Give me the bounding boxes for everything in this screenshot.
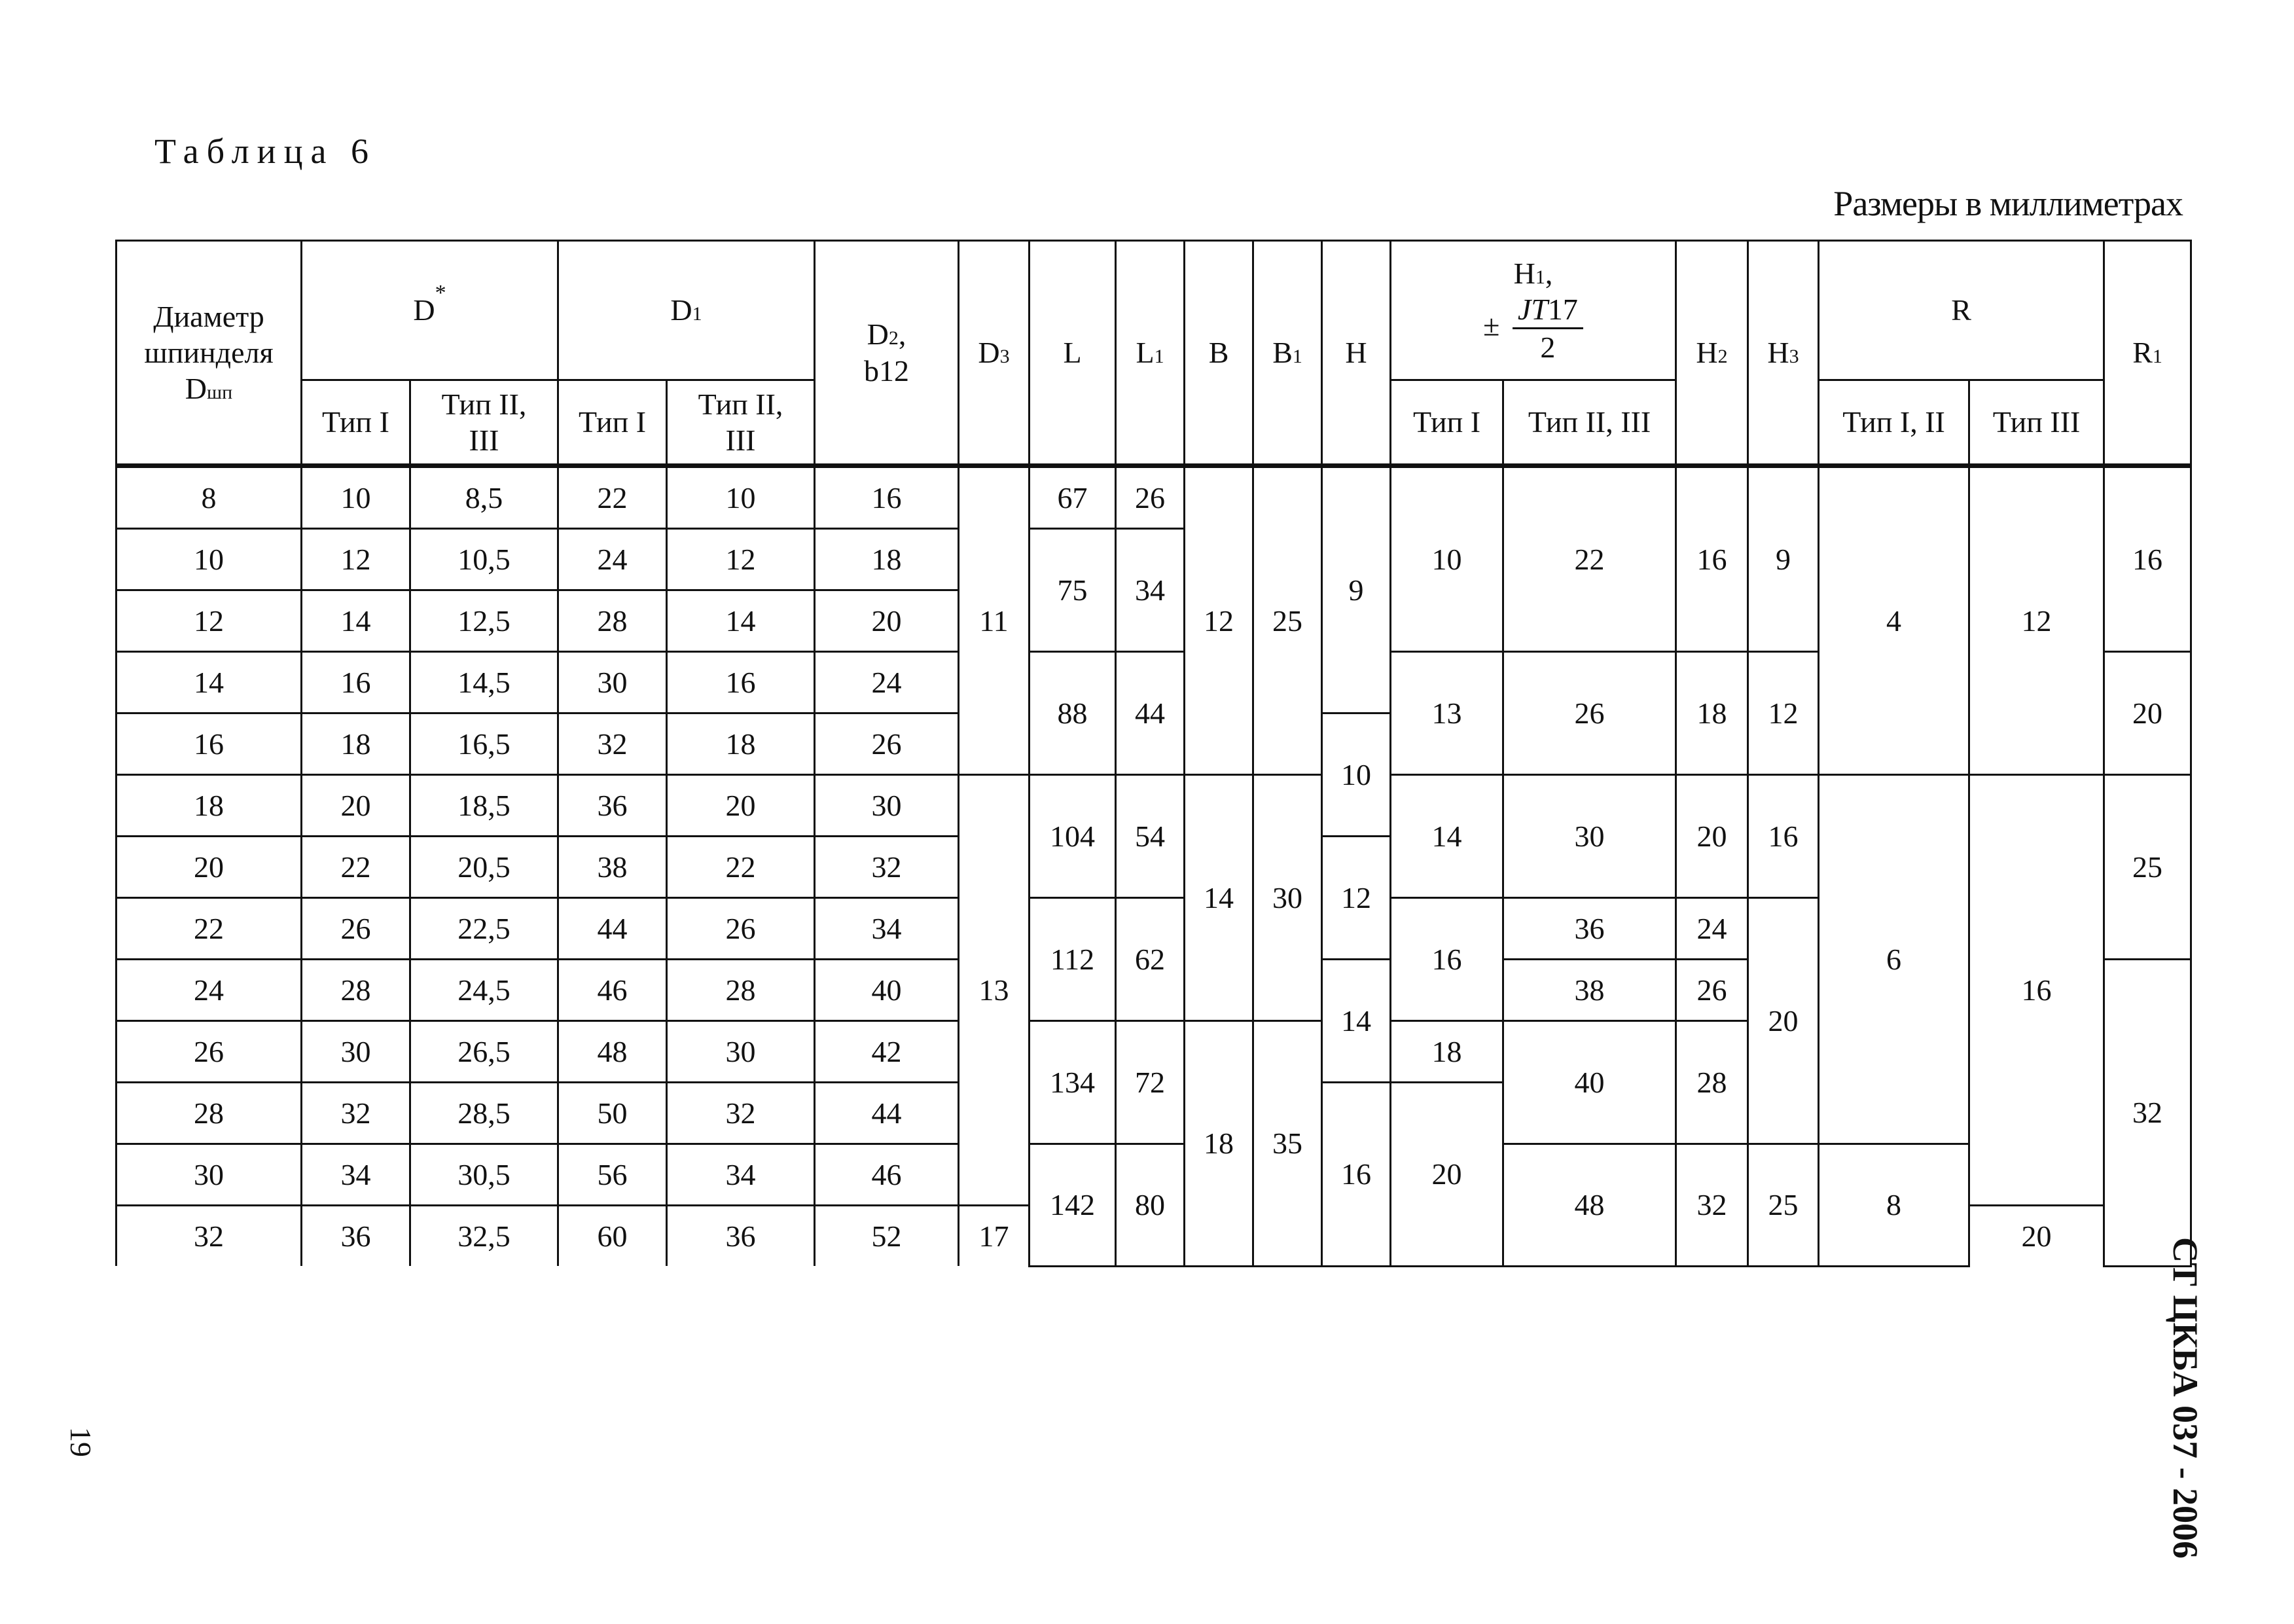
table-row bbox=[116, 775, 2191, 837]
header-text-part: 1 bbox=[1154, 345, 1164, 367]
table-cell: 14 bbox=[1185, 775, 1253, 1021]
table-cell: 25 bbox=[2104, 775, 2191, 960]
header-d1 bbox=[558, 241, 815, 380]
table-cell: 16 bbox=[302, 652, 410, 713]
table-cell: 30 bbox=[667, 1021, 815, 1083]
header-h2 bbox=[1676, 241, 1748, 466]
table-cell: 30 bbox=[558, 652, 667, 713]
table-cell: 16 bbox=[1391, 898, 1503, 1021]
header-text-part: ± bbox=[1483, 308, 1500, 342]
table-cell: 24,5 bbox=[410, 960, 558, 1021]
header-text-part: 2 bbox=[1540, 331, 1556, 365]
header-d1-type1: Тип I bbox=[558, 380, 667, 466]
table-cell: 18 bbox=[1676, 652, 1748, 775]
table-cell: 46 bbox=[815, 1144, 959, 1206]
table-cell: 26 bbox=[1676, 960, 1748, 1021]
header-text-part: 2 bbox=[888, 327, 899, 350]
table-cell: 26 bbox=[1116, 466, 1185, 529]
h1-tolerance-fraction bbox=[1513, 291, 1583, 365]
table-cell: 30 bbox=[116, 1144, 302, 1206]
header-d-type1: Тип I bbox=[302, 380, 410, 466]
header-r-type3: Тип III bbox=[1969, 380, 2104, 466]
table-cell: 34 bbox=[302, 1144, 410, 1206]
table-cell: 11 bbox=[959, 466, 1030, 775]
header-text-part: b12 bbox=[864, 353, 910, 388]
table-cell: 22 bbox=[558, 466, 667, 529]
table-cell: 12 bbox=[1748, 652, 1819, 775]
table-cell: 67 bbox=[1030, 466, 1116, 529]
table-cell: 34 bbox=[1116, 529, 1185, 652]
table-cell: 22,5 bbox=[410, 898, 558, 960]
table-cell: 28 bbox=[116, 1083, 302, 1144]
table-cell: 54 bbox=[1116, 775, 1185, 898]
table-cell: 72 bbox=[1116, 1021, 1185, 1144]
header-text-part: D bbox=[978, 335, 1000, 369]
header-text-part: 1 bbox=[692, 303, 702, 325]
table-cell: 10 bbox=[302, 466, 410, 529]
table-cell: 6 bbox=[1819, 775, 1969, 1144]
table-cell: 16 bbox=[2104, 466, 2191, 652]
table-cell: 14 bbox=[1391, 775, 1503, 898]
header-text-part: шпинделя bbox=[144, 335, 274, 369]
table-cell: 16 bbox=[1748, 775, 1819, 898]
table-cell: 32 bbox=[558, 713, 667, 775]
header-text-part: 3 bbox=[1789, 345, 1799, 367]
table-cell: 20 bbox=[667, 775, 815, 837]
table-cell: 20 bbox=[1676, 775, 1748, 898]
table-cell: 52 bbox=[815, 1206, 959, 1267]
table-cell: 18 bbox=[667, 713, 815, 775]
table-cell: 16 bbox=[1676, 466, 1748, 652]
table-cell: 14 bbox=[116, 652, 302, 713]
table-cell: 50 bbox=[558, 1083, 667, 1144]
table-cell: 44 bbox=[815, 1083, 959, 1144]
header-text-part: 1 bbox=[1292, 345, 1302, 367]
table-cell: 16 bbox=[815, 466, 959, 529]
table-cell: 112 bbox=[1030, 898, 1116, 1021]
header-r-type12: Тип I, II bbox=[1819, 380, 1969, 466]
table-cell: 14 bbox=[1322, 960, 1391, 1083]
table-cell: 12 bbox=[1322, 837, 1391, 960]
table-cell: 26 bbox=[302, 898, 410, 960]
units-note: Размеры в миллиметрах bbox=[1833, 184, 2183, 223]
table-cell: 8 bbox=[116, 466, 302, 529]
table-cell: 32 bbox=[667, 1083, 815, 1144]
table-cell: 10 bbox=[1322, 713, 1391, 837]
table-cell: 16 bbox=[116, 713, 302, 775]
table-cell: 13 bbox=[1391, 652, 1503, 775]
table-cell: 75 bbox=[1030, 529, 1116, 652]
table-cell: 104 bbox=[1030, 775, 1116, 898]
table-cell: 34 bbox=[667, 1144, 815, 1206]
header-text-part: JT bbox=[1517, 292, 1548, 326]
table-cell: 26 bbox=[667, 898, 815, 960]
header-text-part: D bbox=[867, 317, 889, 352]
table-cell: 30,5 bbox=[410, 1144, 558, 1206]
table-cell: 28 bbox=[667, 960, 815, 1021]
header-text-part bbox=[1513, 291, 1583, 329]
dimensions-table bbox=[115, 240, 2192, 1267]
header-text-part: , bbox=[1545, 256, 1553, 290]
header-text-part: 17 bbox=[1547, 292, 1578, 326]
table-cell: 10 bbox=[116, 529, 302, 590]
table-cell: 22 bbox=[1503, 466, 1676, 652]
table-cell: 12,5 bbox=[410, 590, 558, 652]
table-cell: 8,5 bbox=[410, 466, 558, 529]
header-text-part: 3 bbox=[999, 345, 1010, 367]
header-b: B bbox=[1185, 241, 1253, 466]
table-cell: 32 bbox=[116, 1206, 302, 1267]
table-cell: 36 bbox=[1503, 898, 1676, 960]
table-cell: 4 bbox=[1819, 466, 1969, 775]
table-cell: 22 bbox=[116, 898, 302, 960]
table-row bbox=[116, 466, 2191, 529]
header-text-part: B bbox=[1272, 335, 1293, 369]
header-d1-type23: Тип II, III bbox=[667, 380, 815, 466]
table-cell: 24 bbox=[558, 529, 667, 590]
header-text-part: 2 bbox=[1717, 345, 1728, 367]
table-cell: 10 bbox=[667, 466, 815, 529]
table-cell: 26 bbox=[116, 1021, 302, 1083]
header-text-part: D bbox=[670, 293, 692, 327]
table-cell: 8 bbox=[1819, 1144, 1969, 1267]
table-cell: 20,5 bbox=[410, 837, 558, 898]
table-cell: 18 bbox=[1391, 1021, 1503, 1083]
header-d-type23: Тип II, III bbox=[410, 380, 558, 466]
header-text-part: 1 bbox=[1535, 266, 1545, 288]
table-cell: 16 bbox=[1322, 1083, 1391, 1267]
header-r1 bbox=[2104, 241, 2191, 466]
table-cell: 88 bbox=[1030, 652, 1116, 775]
table-cell: 18 bbox=[116, 775, 302, 837]
header-h1-type23: Тип II, III bbox=[1503, 380, 1676, 466]
table-cell: 32 bbox=[815, 837, 959, 898]
header-text-part: Диаметр bbox=[153, 299, 264, 333]
header-b1 bbox=[1253, 241, 1322, 466]
header-text-part: H bbox=[1696, 335, 1718, 369]
table-cell: 32 bbox=[302, 1083, 410, 1144]
table-cell: 16 bbox=[1969, 775, 2104, 1206]
table-cell: 56 bbox=[558, 1144, 667, 1206]
table-cell: 18 bbox=[815, 529, 959, 590]
table-cell: 30 bbox=[302, 1021, 410, 1083]
table-cell: 40 bbox=[815, 960, 959, 1021]
table-cell: 14,5 bbox=[410, 652, 558, 713]
table-cell: 12 bbox=[1185, 466, 1253, 775]
table-cell: 18 bbox=[1185, 1021, 1253, 1267]
table-cell: 36 bbox=[302, 1206, 410, 1267]
table-cell: 142 bbox=[1030, 1144, 1116, 1267]
table-cell: 25 bbox=[1748, 1144, 1819, 1267]
header-text-part: R bbox=[2132, 335, 2153, 369]
table-cell: 48 bbox=[1503, 1144, 1676, 1267]
header-d2 bbox=[815, 241, 959, 466]
table-row bbox=[116, 1144, 2191, 1206]
table-cell: 26 bbox=[1503, 652, 1676, 775]
table-cell: 18,5 bbox=[410, 775, 558, 837]
table-cell: 12 bbox=[302, 529, 410, 590]
header-spindle-diameter bbox=[116, 241, 302, 466]
table-cell: 10 bbox=[1391, 466, 1503, 652]
header-text-part: D bbox=[185, 372, 207, 406]
table-cell: 9 bbox=[1748, 466, 1819, 652]
table-cell: 25 bbox=[1253, 466, 1322, 775]
header-text-part: шп bbox=[207, 382, 233, 404]
header-text-part: H bbox=[1767, 335, 1789, 369]
table-cell: 44 bbox=[1116, 652, 1185, 775]
table-cell: 48 bbox=[558, 1021, 667, 1083]
table-cell: 46 bbox=[558, 960, 667, 1021]
table-cell: 26,5 bbox=[410, 1021, 558, 1083]
table-cell: 14 bbox=[302, 590, 410, 652]
table-cell: 28 bbox=[1676, 1021, 1748, 1144]
table-cell: 30 bbox=[815, 775, 959, 837]
table-cell: 32 bbox=[2104, 960, 2191, 1267]
header-r: R bbox=[1819, 241, 2104, 380]
table-cell: 12 bbox=[1969, 466, 2104, 775]
table-cell: 36 bbox=[667, 1206, 815, 1267]
header-l: L bbox=[1030, 241, 1116, 466]
header-h1 bbox=[1391, 241, 1676, 380]
table-cell: 30 bbox=[1253, 775, 1322, 1021]
header-l1 bbox=[1116, 241, 1185, 466]
table-cell: 12 bbox=[667, 529, 815, 590]
table-cell: 20 bbox=[1969, 1206, 2104, 1267]
table-cell: 60 bbox=[558, 1206, 667, 1267]
header-h: H bbox=[1322, 241, 1391, 466]
table-cell: 20 bbox=[116, 837, 302, 898]
table-cell: 20 bbox=[1748, 898, 1819, 1144]
table-cell: 24 bbox=[815, 652, 959, 713]
table-cell: 24 bbox=[1676, 898, 1748, 960]
header-text-part: * bbox=[435, 281, 446, 306]
header-text-part: H bbox=[1513, 256, 1535, 290]
table-caption: Таблица 6 bbox=[154, 132, 376, 171]
header-text-part: , bbox=[898, 317, 906, 352]
table-cell: 12 bbox=[116, 590, 302, 652]
table-cell: 28,5 bbox=[410, 1083, 558, 1144]
header-h1-type1: Тип I bbox=[1391, 380, 1503, 466]
table-cell: 18 bbox=[302, 713, 410, 775]
table-cell: 20 bbox=[2104, 652, 2191, 775]
header-text-part: D bbox=[413, 293, 435, 327]
header-d bbox=[302, 241, 558, 380]
table-cell: 13 bbox=[959, 775, 1030, 1206]
table-cell: 38 bbox=[1503, 960, 1676, 1021]
table-cell: 10,5 bbox=[410, 529, 558, 590]
table-cell: 20 bbox=[1391, 1083, 1503, 1267]
table-cell: 34 bbox=[815, 898, 959, 960]
table-cell: 17 bbox=[959, 1206, 1030, 1267]
table-cell: 32 bbox=[1676, 1144, 1748, 1267]
table-cell: 16 bbox=[667, 652, 815, 713]
table-cell: 62 bbox=[1116, 898, 1185, 1021]
table-cell: 134 bbox=[1030, 1021, 1116, 1144]
table-cell: 9 bbox=[1322, 466, 1391, 713]
table-cell: 20 bbox=[815, 590, 959, 652]
table-cell: 28 bbox=[302, 960, 410, 1021]
header-text-part: 1 bbox=[2152, 345, 2162, 367]
table-cell: 26 bbox=[815, 713, 959, 775]
table-cell: 36 bbox=[558, 775, 667, 837]
table-cell: 20 bbox=[302, 775, 410, 837]
table-cell: 22 bbox=[667, 837, 815, 898]
table-cell: 80 bbox=[1116, 1144, 1185, 1267]
table-cell: 40 bbox=[1503, 1021, 1676, 1144]
document-code: СТ ЦКБА 037 - 2006 bbox=[2166, 1237, 2205, 1559]
table-cell: 35 bbox=[1253, 1021, 1322, 1267]
header-text-part: L bbox=[1136, 335, 1155, 369]
table-cell: 42 bbox=[815, 1021, 959, 1083]
table-cell: 44 bbox=[558, 898, 667, 960]
page-number: 19 bbox=[64, 1427, 98, 1457]
table-cell: 38 bbox=[558, 837, 667, 898]
header-h3 bbox=[1748, 241, 1819, 466]
table-cell: 22 bbox=[302, 837, 410, 898]
table-cell: 14 bbox=[667, 590, 815, 652]
table-cell: 30 bbox=[1503, 775, 1676, 898]
table-cell: 28 bbox=[558, 590, 667, 652]
table-cell: 24 bbox=[116, 960, 302, 1021]
table-cell: 16,5 bbox=[410, 713, 558, 775]
header-d3 bbox=[959, 241, 1030, 466]
table-cell: 32,5 bbox=[410, 1206, 558, 1267]
